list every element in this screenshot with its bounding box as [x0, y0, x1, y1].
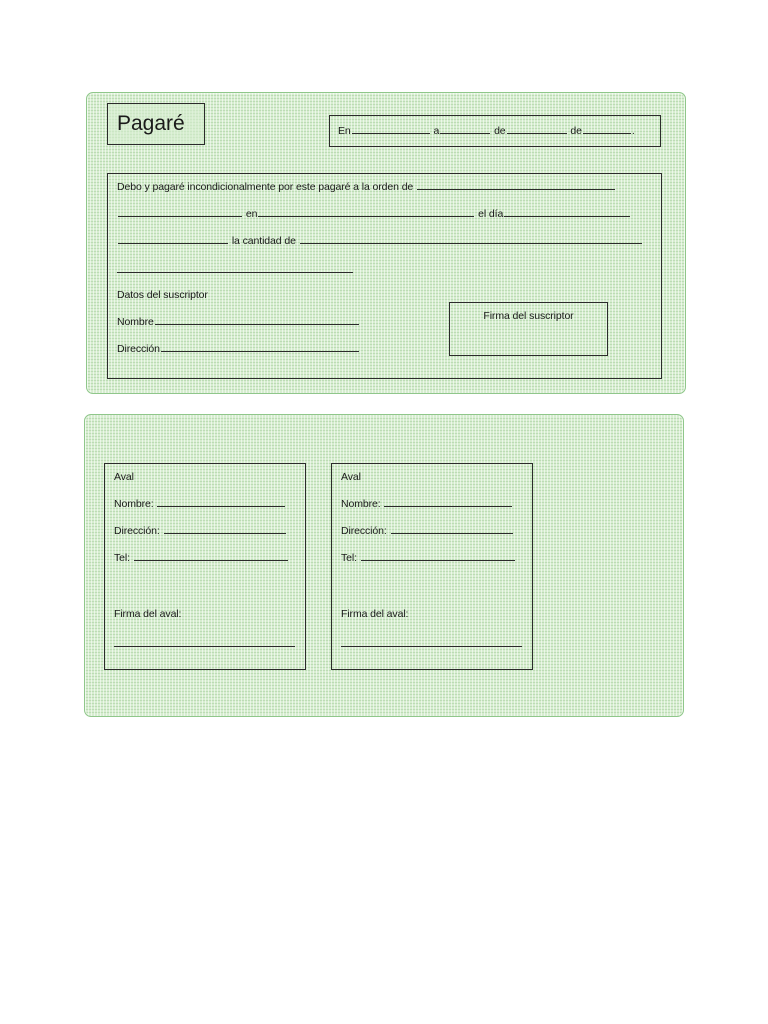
guarantors-card: [84, 414, 684, 717]
amount-prefix-blank[interactable]: [118, 242, 228, 244]
due-date-blank[interactable]: [504, 215, 630, 217]
guarantor-name-row: [341, 499, 513, 510]
guarantor-name-field[interactable]: [157, 505, 285, 507]
guarantor-box-1: [104, 463, 306, 670]
guarantor-name-row: [114, 499, 286, 510]
body-order-text: Debo y pagaré incondicionalmente por este pagaré a la orden de: [117, 181, 414, 193]
subscriber-address-field[interactable]: [161, 350, 359, 352]
subscriber-signature-box[interactable]: [449, 302, 608, 356]
guarantor-tel-label: Tel:: [341, 552, 357, 564]
amount-blank[interactable]: [300, 242, 642, 244]
subscriber-section-label: Datos del suscriptor: [117, 289, 208, 301]
place-blank[interactable]: [352, 132, 430, 134]
guarantor-address-field[interactable]: [164, 532, 286, 534]
body-cantidad: la cantidad de: [231, 235, 296, 247]
place-date-box: [329, 115, 661, 147]
guarantor-address-row: [341, 526, 514, 537]
payee-blank[interactable]: [417, 188, 615, 190]
guarantor-heading: Aval: [341, 471, 361, 483]
page-title: Pagaré: [117, 112, 185, 135]
month-blank[interactable]: [507, 132, 567, 134]
promissory-note-card: [86, 92, 686, 394]
title-box: [107, 103, 205, 145]
guarantor-tel-row: [341, 553, 516, 564]
guarantor-tel-field[interactable]: [361, 559, 515, 561]
guarantor-heading: Aval: [114, 471, 134, 483]
guarantor-signature-field[interactable]: [114, 646, 295, 647]
guarantor-address-field[interactable]: [391, 532, 513, 534]
place-date-de1: de: [494, 125, 506, 137]
day-blank[interactable]: [440, 132, 490, 134]
subscriber-name-field[interactable]: [155, 323, 359, 325]
place-date-en: En: [338, 125, 351, 137]
place-date-de2: de: [570, 125, 582, 137]
guarantor-name-label: Nombre:: [114, 498, 154, 510]
subscriber-name-row: [117, 317, 360, 328]
subscriber-address-label: Dirección: [117, 343, 160, 355]
body-line-2: [117, 209, 631, 220]
year-blank[interactable]: [583, 132, 631, 134]
subscriber-address-row: [117, 344, 360, 355]
subscriber-name-label: Nombre: [117, 316, 154, 328]
guarantor-signature-field[interactable]: [341, 646, 522, 647]
guarantor-address-label: Dirección:: [114, 525, 160, 537]
body-el-dia: el día: [478, 208, 504, 220]
place-date-a: a: [433, 125, 440, 137]
body-en: en: [245, 208, 258, 220]
place-date-period: .: [631, 125, 635, 137]
place-date-line: [338, 126, 635, 137]
note-body-box: [107, 173, 662, 379]
guarantor-address-row: [114, 526, 287, 537]
guarantor-address-label: Dirección:: [341, 525, 387, 537]
body-line-1: [117, 182, 616, 193]
guarantor-signature-label: Firma del aval:: [341, 608, 409, 620]
payee-continued-blank[interactable]: [118, 215, 242, 217]
guarantor-tel-row: [114, 553, 289, 564]
guarantor-tel-field[interactable]: [134, 559, 288, 561]
guarantor-box-2: [331, 463, 533, 670]
guarantor-signature-label: Firma del aval:: [114, 608, 182, 620]
body-line-3: [117, 236, 643, 247]
subscriber-signature-label: Firma del suscriptor: [483, 310, 574, 322]
guarantor-tel-label: Tel:: [114, 552, 130, 564]
guarantor-name-label: Nombre:: [341, 498, 381, 510]
guarantor-name-field[interactable]: [384, 505, 512, 507]
amount-continued-blank[interactable]: [117, 272, 353, 273]
location-blank[interactable]: [258, 215, 474, 217]
